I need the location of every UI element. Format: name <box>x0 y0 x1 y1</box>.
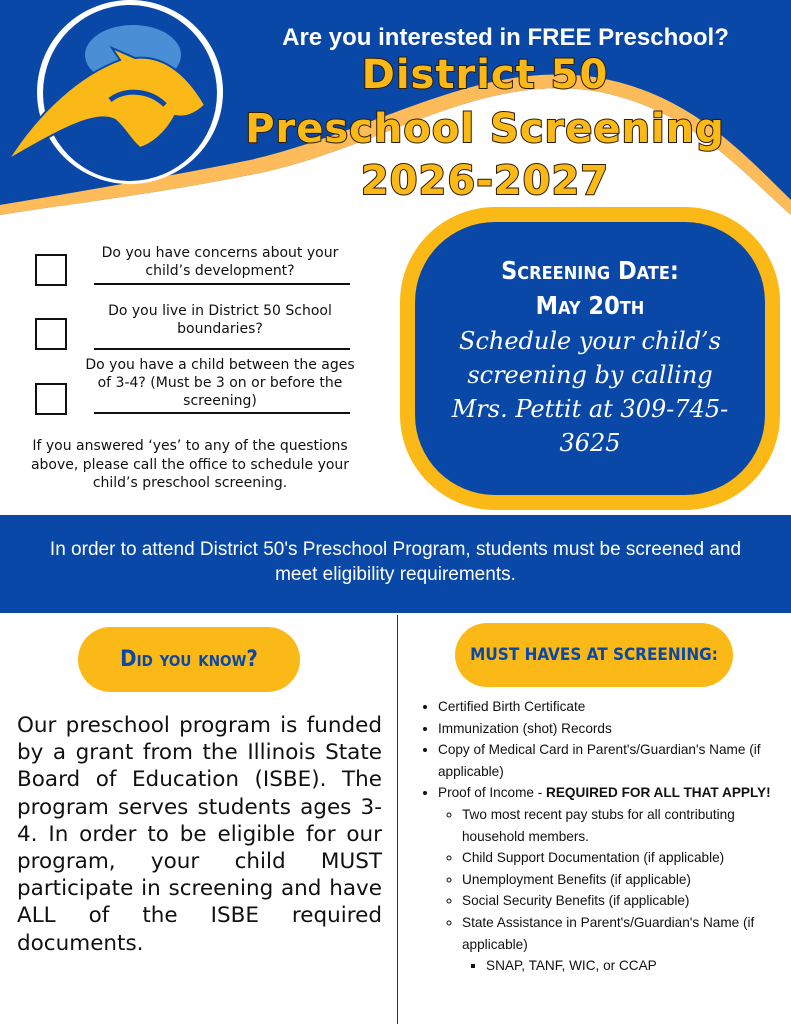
screening-instructions: Schedule your child’s screening by calling Mrs. Pettit at 309-745-3625 <box>451 327 729 457</box>
did-you-know-body: Our preschool program is funded by a grant from the Illinois State Board of Education (ISBE). The program serves students ages 3-4. In order to be eligible for our program, your child MUST participate in screening and have ALL of the ISBE required documents. <box>17 713 382 956</box>
assistance-label: State Assistance in Parent's/Guardian's Name (if applicable) <box>462 914 755 952</box>
list-item: ▪ SNAP, TANF, WIC, or CCAP <box>486 955 788 977</box>
column-divider <box>397 615 398 1024</box>
eligibility-banner: In order to attend District 50's Preschool Program, students must be screened and meet eligibility requirements. <box>0 515 791 613</box>
checkbox-boundaries[interactable] <box>35 318 67 350</box>
answer-line <box>94 283 350 285</box>
list-item: • Immunization (shot) Records <box>438 718 788 740</box>
list-item: ◦ Two most recent pay stubs for all contributing household members. <box>462 804 788 847</box>
list-item: ◦ Social Security Benefits (if applicable) <box>462 890 788 912</box>
title-district: District 50 <box>361 52 609 98</box>
question-age: Do you have a child between the ages of 3-4? (Must be 3 on or before the screening) <box>85 357 355 409</box>
did-you-know-heading: Did you know? <box>78 627 300 692</box>
checkbox-age[interactable] <box>35 383 67 415</box>
answer-line <box>94 412 350 414</box>
list-item-income <box>438 782 788 976</box>
checklist-note: If you answered ‘yes’ to any of the questions above, please call the office to schedule your child’s preschool screening. <box>30 438 350 491</box>
must-haves-list <box>418 696 788 977</box>
screening-date: May 20th <box>535 291 645 320</box>
question-boundaries: Do you live in District 50 School boundaries? <box>108 303 332 337</box>
list-item-assistance <box>462 912 788 977</box>
list-item: ◦ Child Support Documentation (if applicable) <box>462 847 788 869</box>
question-development: Do you have concerns about your child’s development? <box>101 245 339 279</box>
list-item: • Certified Birth Certificate <box>438 696 788 718</box>
must-haves-heading: MUST HAVES AT SCREENING: <box>455 623 733 687</box>
answer-line <box>94 348 350 350</box>
checkbox-development[interactable] <box>35 254 67 286</box>
headline-question: Are you interested in FREE Preschool? <box>282 24 729 51</box>
title-year: 2026-2027 <box>360 158 610 204</box>
screening-box <box>415 222 765 495</box>
title-screening: Preschool Screening <box>245 106 725 152</box>
screening-label: Screening Date: <box>501 256 679 285</box>
list-item: ◦ Unemployment Benefits (if applicable) <box>462 869 788 891</box>
list-item: • Copy of Medical Card in Parent's/Guardian's Name (if applicable) <box>438 739 788 782</box>
income-required: REQUIRED FOR ALL THAT APPLY! <box>546 785 771 801</box>
income-label: Proof of Income - <box>438 785 547 801</box>
